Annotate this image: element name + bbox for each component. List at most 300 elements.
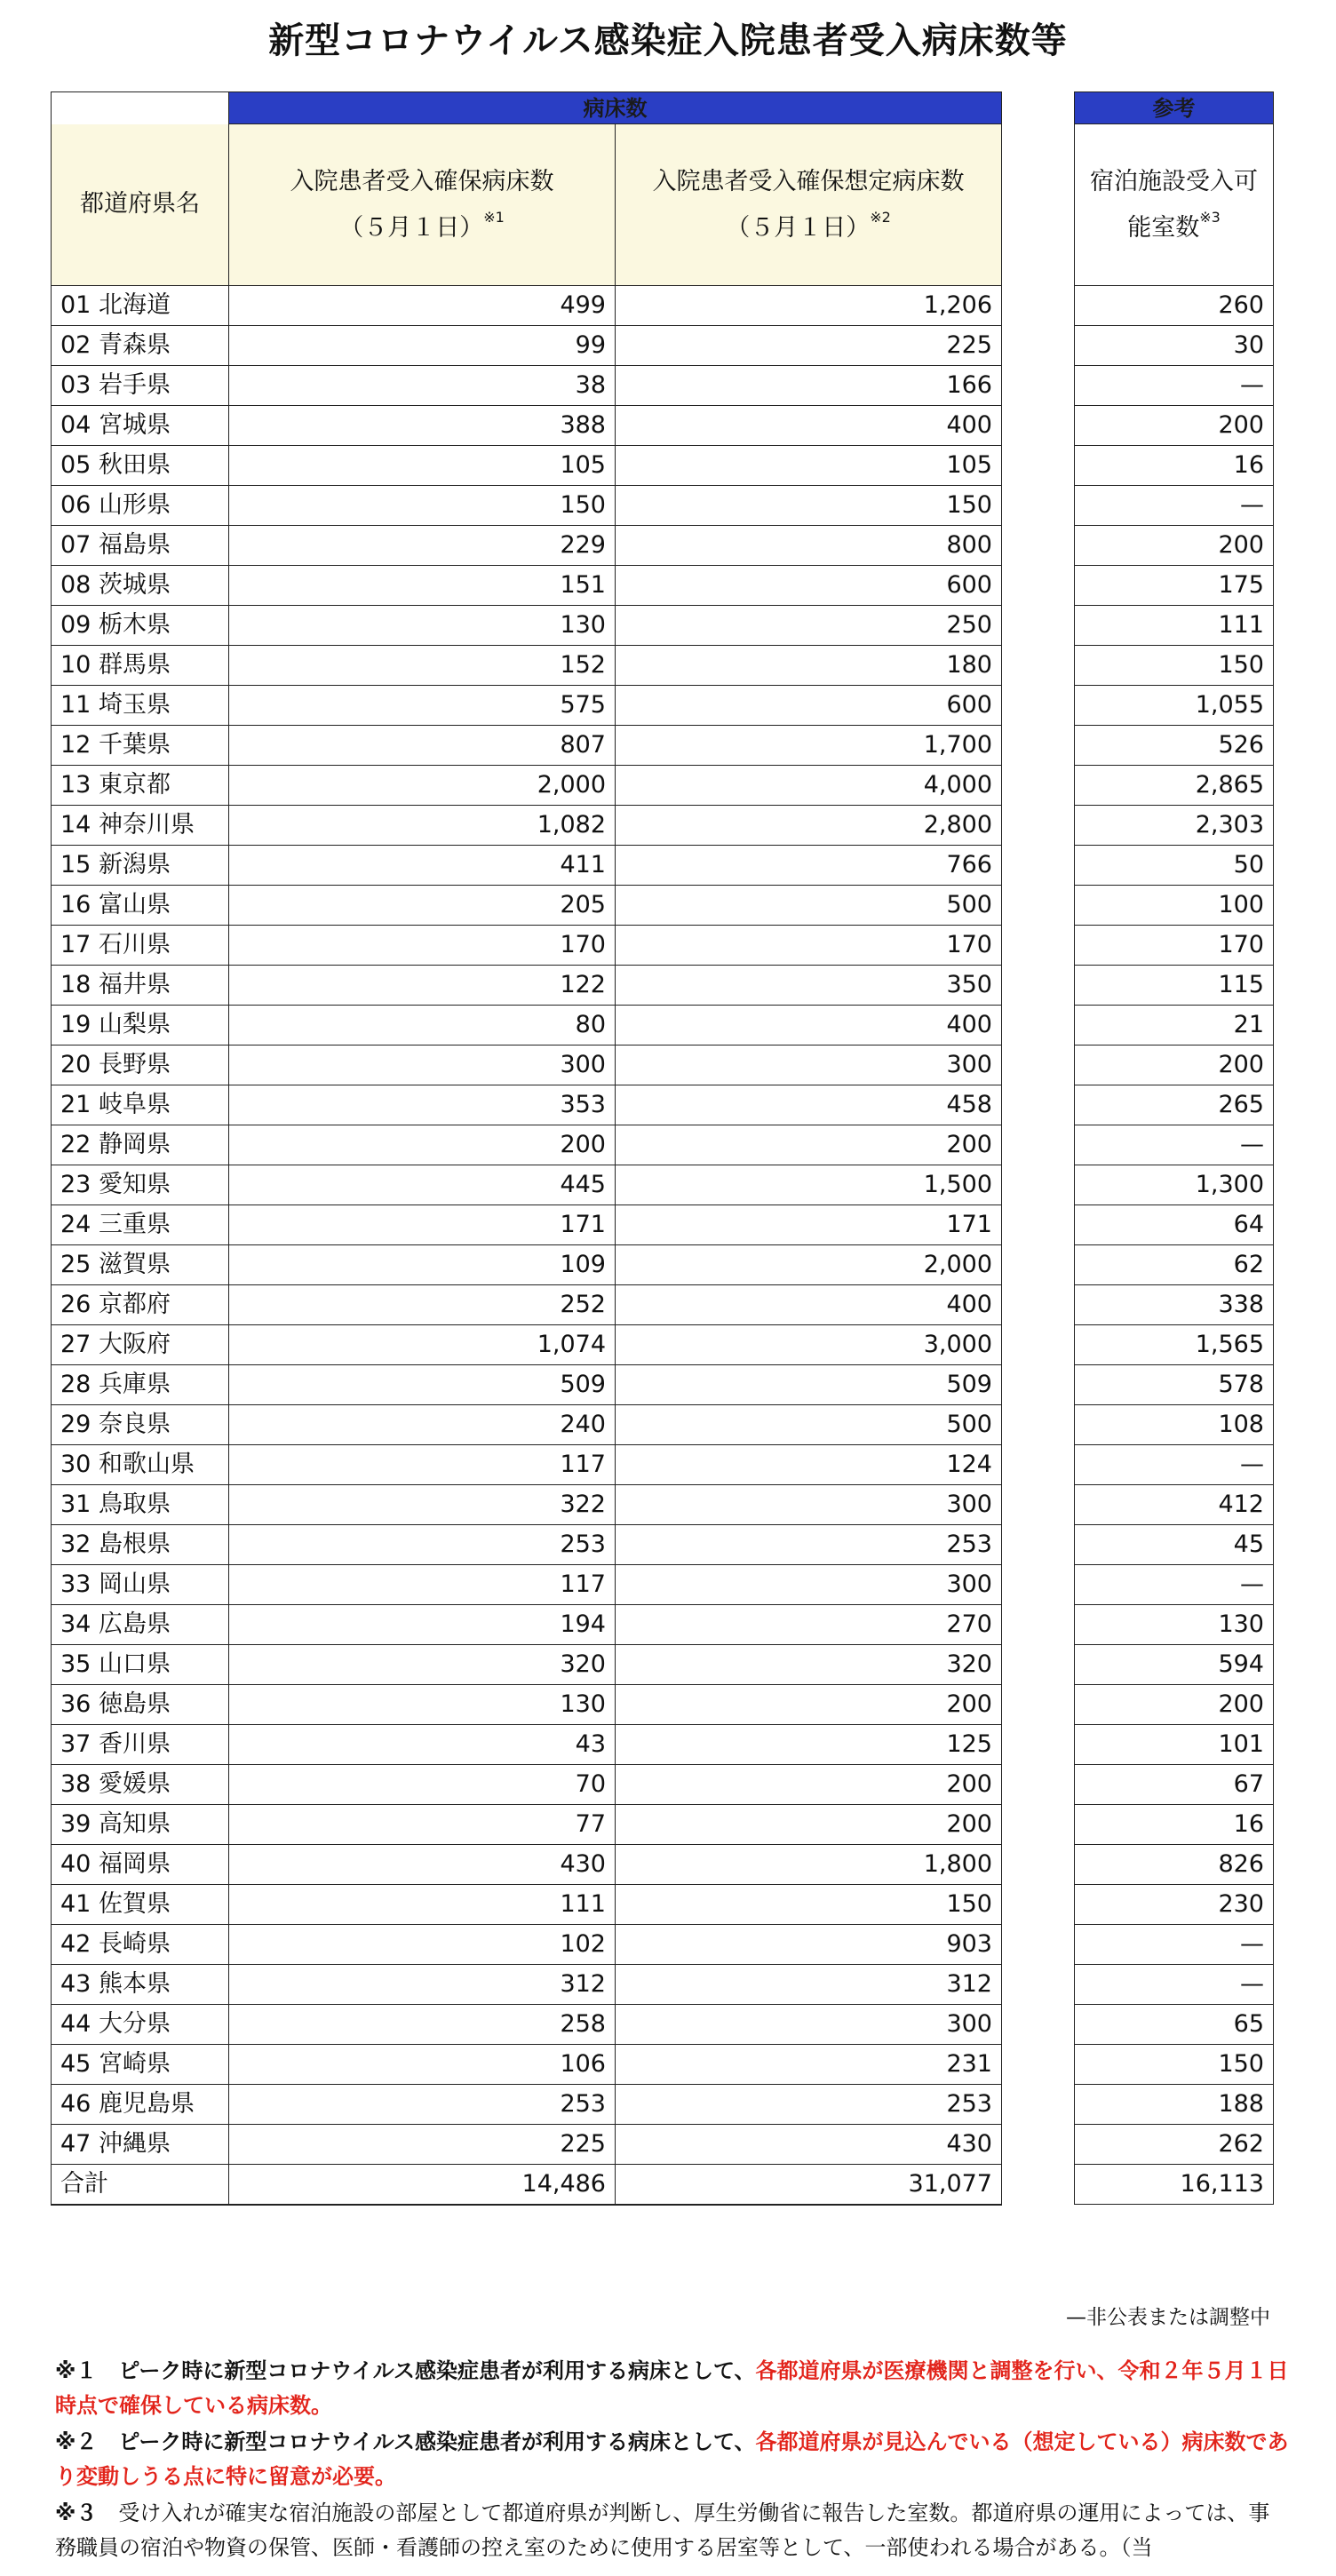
lodging-rooms-cell: 260 [1075, 286, 1274, 326]
lodging-rooms-cell: 111 [1075, 606, 1274, 646]
secured-beds-cell: 80 [229, 1006, 616, 1046]
lodging-row [1075, 726, 1274, 766]
prefecture-cell: 22 静岡県 [52, 1125, 229, 1165]
table-row [52, 766, 1002, 806]
legend-note: —非公表または調整中 [1066, 2306, 1270, 2329]
prefecture-cell: 47 沖縄県 [52, 2125, 229, 2165]
lodging-row [1075, 646, 1274, 686]
assumed-beds-cell: 350 [616, 966, 1002, 1006]
table-row [52, 966, 1002, 1006]
bed-count-table [51, 91, 1002, 2206]
header-lodging-line2: 能室数 [1127, 213, 1200, 242]
assumed-beds-cell: 600 [616, 686, 1002, 726]
table-row [52, 1445, 1002, 1485]
lodging-rooms-cell: 50 [1075, 846, 1274, 886]
secured-beds-cell: 807 [229, 726, 616, 766]
assumed-beds-cell: 500 [616, 1405, 1002, 1445]
header-secured-beds-line1: 入院患者受入確保病床数 [290, 167, 554, 195]
table-row [52, 1245, 1002, 1285]
prefecture-cell: 43 熊本県 [52, 1965, 229, 2005]
assumed-beds-cell: 766 [616, 846, 1002, 886]
table-row [52, 1925, 1002, 1965]
secured-beds-cell: 388 [229, 406, 616, 446]
table-row [52, 926, 1002, 966]
header-assumed-beds-line2: （５月１日） [726, 213, 871, 242]
secured-beds-cell: 106 [229, 2045, 616, 2085]
secured-beds-cell: 253 [229, 2085, 616, 2125]
secured-beds-cell: 150 [229, 486, 616, 526]
assumed-beds-cell: 1,206 [616, 286, 1002, 326]
secured-beds-cell: 105 [229, 446, 616, 486]
footnote-1-emphasis: 各都道府県が医療機関と調整を行い、令和２年５月１日時点で確保している病床数。 [55, 2358, 1289, 2418]
assumed-beds-cell: 170 [616, 926, 1002, 966]
lodging-rooms-cell: 1,300 [1075, 1165, 1274, 1205]
table-row [52, 1325, 1002, 1365]
secured-beds-cell: 411 [229, 846, 616, 886]
table-row [52, 1965, 1002, 2005]
lodging-rooms-cell: 2,303 [1075, 806, 1274, 846]
lodging-row [1075, 1805, 1274, 1845]
assumed-beds-cell: 903 [616, 1925, 1002, 1965]
secured-beds-cell: 499 [229, 286, 616, 326]
prefecture-cell: 10 群馬県 [52, 646, 229, 686]
secured-beds-cell: 1,082 [229, 806, 616, 846]
total-lodging-rooms-cell: 16,113 [1075, 2165, 1274, 2205]
lodging-row [1075, 1365, 1274, 1405]
table-row [52, 1605, 1002, 1645]
prefecture-cell: 03 岩手県 [52, 366, 229, 406]
table-row [52, 1205, 1002, 1245]
assumed-beds-cell: 1,800 [616, 1845, 1002, 1885]
prefecture-cell: 02 青森県 [52, 326, 229, 366]
lodging-rooms-cell: 1,565 [1075, 1325, 1274, 1365]
assumed-beds-cell: 225 [616, 326, 1002, 366]
secured-beds-cell: 252 [229, 1285, 616, 1325]
assumed-beds-cell: 200 [616, 1805, 1002, 1845]
table-row [52, 566, 1002, 606]
secured-beds-cell: 111 [229, 1885, 616, 1925]
lodging-row [1075, 686, 1274, 726]
lodging-row [1075, 806, 1274, 846]
assumed-beds-cell: 400 [616, 1006, 1002, 1046]
lodging-row [1075, 886, 1274, 926]
lodging-rooms-cell: — [1075, 1565, 1274, 1605]
assumed-beds-cell: 124 [616, 1445, 1002, 1485]
prefecture-cell: 36 徳島県 [52, 1685, 229, 1725]
secured-beds-cell: 258 [229, 2005, 616, 2045]
lodging-row [1075, 1285, 1274, 1325]
lodging-row [1075, 1205, 1274, 1245]
table-row [52, 1125, 1002, 1165]
lodging-row [1075, 1046, 1274, 1085]
lodging-rooms-cell: 262 [1075, 2125, 1274, 2165]
table-row [52, 1046, 1002, 1085]
assumed-beds-cell: 125 [616, 1725, 1002, 1765]
lodging-rooms-cell: — [1075, 1925, 1274, 1965]
assumed-beds-cell: 270 [616, 1605, 1002, 1645]
lodging-row [1075, 566, 1274, 606]
total-assumed-beds-cell: 31,077 [616, 2165, 1002, 2206]
assumed-beds-cell: 400 [616, 406, 1002, 446]
lodging-rooms-cell: 200 [1075, 526, 1274, 566]
lodging-row [1075, 366, 1274, 406]
lodging-row [1075, 1725, 1274, 1765]
secured-beds-cell: 229 [229, 526, 616, 566]
lodging-row [1075, 406, 1274, 446]
secured-beds-cell: 130 [229, 606, 616, 646]
assumed-beds-cell: 300 [616, 1485, 1002, 1525]
prefecture-cell: 20 長野県 [52, 1046, 229, 1085]
assumed-beds-cell: 171 [616, 1205, 1002, 1245]
lodging-rooms-cell: 30 [1075, 326, 1274, 366]
prefecture-cell: 07 福島県 [52, 526, 229, 566]
secured-beds-cell: 122 [229, 966, 616, 1006]
prefecture-cell: 14 神奈川県 [52, 806, 229, 846]
lodging-rooms-cell: 188 [1075, 2085, 1274, 2125]
lodging-rooms-cell: 578 [1075, 1365, 1274, 1405]
footnote-2 [55, 2425, 1290, 2494]
prefecture-cell: 35 山口県 [52, 1645, 229, 1685]
lodging-row [1075, 286, 1274, 326]
table-row [52, 2125, 1002, 2165]
assumed-beds-cell: 253 [616, 1525, 1002, 1565]
table-row [52, 1285, 1002, 1325]
lodging-rooms-cell: 200 [1075, 1685, 1274, 1725]
table-row [52, 1006, 1002, 1046]
lodging-row [1075, 1925, 1274, 1965]
prefecture-cell: 12 千葉県 [52, 726, 229, 766]
footnote-3 [55, 2496, 1290, 2565]
assumed-beds-cell: 509 [616, 1365, 1002, 1405]
lodging-row [1075, 606, 1274, 646]
table-row [52, 846, 1002, 886]
lodging-rooms-cell: 526 [1075, 726, 1274, 766]
prefecture-cell: 24 三重県 [52, 1205, 229, 1245]
footnote-2-mark: ※２ [55, 2429, 98, 2454]
table-row [52, 1365, 1002, 1405]
prefecture-cell: 09 栃木県 [52, 606, 229, 646]
prefecture-cell: 37 香川県 [52, 1725, 229, 1765]
lodging-table [1074, 91, 1274, 2205]
footnote-2-text: ピーク時に新型コロナウイルス感染症患者が利用する病床として、 [118, 2429, 756, 2454]
table-row [52, 486, 1002, 526]
lodging-row [1075, 926, 1274, 966]
secured-beds-cell: 102 [229, 1925, 616, 1965]
lodging-row [1075, 1765, 1274, 1805]
table-row [52, 366, 1002, 406]
lodging-rooms-cell: 175 [1075, 566, 1274, 606]
prefecture-cell: 28 兵庫県 [52, 1365, 229, 1405]
lodging-row [1075, 1006, 1274, 1046]
lodging-rooms-cell: — [1075, 486, 1274, 526]
prefecture-cell: 01 北海道 [52, 286, 229, 326]
assumed-beds-cell: 200 [616, 1685, 1002, 1725]
secured-beds-cell: 322 [229, 1485, 616, 1525]
lodging-row [1075, 1845, 1274, 1885]
assumed-beds-cell: 458 [616, 1085, 1002, 1125]
prefecture-cell: 46 鹿児島県 [52, 2085, 229, 2125]
page-title: 新型コロナウイルス感染症入院患者受入病床数等 [268, 20, 1068, 61]
assumed-beds-cell: 430 [616, 2125, 1002, 2165]
prefecture-cell: 21 岐阜県 [52, 1085, 229, 1125]
secured-beds-cell: 130 [229, 1685, 616, 1725]
assumed-beds-cell: 500 [616, 886, 1002, 926]
table-row [52, 406, 1002, 446]
footnote-mark-1: ※1 [483, 208, 505, 226]
table-row [52, 1725, 1002, 1765]
assumed-beds-cell: 300 [616, 1565, 1002, 1605]
prefecture-cell: 32 島根県 [52, 1525, 229, 1565]
assumed-beds-cell: 231 [616, 2045, 1002, 2085]
secured-beds-cell: 312 [229, 1965, 616, 2005]
footnote-mark-3: ※3 [1199, 208, 1221, 226]
table-row [52, 726, 1002, 766]
header-lodging-line1: 宿泊施設受入可 [1090, 167, 1258, 195]
lodging-row [1075, 1885, 1274, 1925]
lodging-rooms-cell: 21 [1075, 1006, 1274, 1046]
prefecture-cell: 06 山形県 [52, 486, 229, 526]
lodging-rooms-cell: 65 [1075, 2005, 1274, 2045]
table-row [52, 686, 1002, 726]
lodging-row [1075, 1405, 1274, 1445]
prefecture-cell: 41 佐賀県 [52, 1885, 229, 1925]
lodging-rooms-cell: 150 [1075, 646, 1274, 686]
prefecture-cell: 23 愛知県 [52, 1165, 229, 1205]
table-row [52, 326, 1002, 366]
lodging-row [1075, 1125, 1274, 1165]
lodging-row [1075, 1165, 1274, 1205]
footnote-mark-2: ※2 [870, 208, 891, 226]
secured-beds-cell: 152 [229, 646, 616, 686]
total-secured-beds-cell: 14,486 [229, 2165, 616, 2206]
lodging-rooms-cell: 62 [1075, 1245, 1274, 1285]
lodging-rooms-cell: — [1075, 1125, 1274, 1165]
lodging-rooms-cell: 16 [1075, 446, 1274, 486]
prefecture-cell: 08 茨城県 [52, 566, 229, 606]
lodging-row [1075, 446, 1274, 486]
prefecture-cell: 29 奈良県 [52, 1405, 229, 1445]
lodging-rooms-cell: 115 [1075, 966, 1274, 1006]
lodging-rooms-cell: 170 [1075, 926, 1274, 966]
assumed-beds-cell: 300 [616, 2005, 1002, 2045]
secured-beds-cell: 43 [229, 1725, 616, 1765]
secured-beds-cell: 300 [229, 1046, 616, 1085]
lodging-row [1075, 1445, 1274, 1485]
assumed-beds-cell: 200 [616, 1765, 1002, 1805]
lodging-row [1075, 486, 1274, 526]
assumed-beds-cell: 400 [616, 1285, 1002, 1325]
assumed-beds-cell: 4,000 [616, 766, 1002, 806]
footnote-3-text: 受け入れが確実な宿泊施設の部屋として都道府県が判断し、厚生労働省に報告した室数。都道府県の運用によっては、事務職員の宿泊や物資の保管、医師・看護師の控え室のために使用する居室等として、一部使われる場合がある。（当 [55, 2500, 1270, 2560]
lodging-rooms-cell: 100 [1075, 886, 1274, 926]
lodging-row [1075, 846, 1274, 886]
secured-beds-cell: 2,000 [229, 766, 616, 806]
prefecture-cell: 25 滋賀県 [52, 1245, 229, 1285]
prefecture-cell: 13 東京都 [52, 766, 229, 806]
assumed-beds-cell: 253 [616, 2085, 1002, 2125]
lodging-row [1075, 1605, 1274, 1645]
table-row [52, 1525, 1002, 1565]
lodging-rooms-cell: 200 [1075, 1046, 1274, 1085]
assumed-beds-cell: 105 [616, 446, 1002, 486]
lodging-rooms-cell: 826 [1075, 1845, 1274, 1885]
prefecture-cell: 39 高知県 [52, 1805, 229, 1845]
lodging-row [1075, 766, 1274, 806]
prefecture-cell: 19 山梨県 [52, 1006, 229, 1046]
secured-beds-cell: 151 [229, 566, 616, 606]
table-row [52, 1565, 1002, 1605]
secured-beds-cell: 117 [229, 1565, 616, 1605]
table-row [52, 2085, 1002, 2125]
footnotes [55, 2354, 1290, 2567]
total-prefecture-cell: 合計 [52, 2165, 229, 2206]
secured-beds-cell: 117 [229, 1445, 616, 1485]
lodging-row [1075, 1485, 1274, 1525]
secured-beds-cell: 575 [229, 686, 616, 726]
footnote-1-mark: ※１ [55, 2358, 98, 2383]
lodging-rooms-cell: 108 [1075, 1405, 1274, 1445]
lodging-rooms-cell: — [1075, 1965, 1274, 2005]
lodging-rooms-cell: 2,865 [1075, 766, 1274, 806]
table-row [52, 1485, 1002, 1525]
secured-beds-cell: 109 [229, 1245, 616, 1285]
lodging-rooms-cell: 45 [1075, 1525, 1274, 1565]
assumed-beds-cell: 3,000 [616, 1325, 1002, 1365]
prefecture-cell: 44 大分県 [52, 2005, 229, 2045]
header-lodging-rooms [1075, 124, 1274, 286]
lodging-rooms-cell: 16 [1075, 1805, 1274, 1845]
total-row [52, 2165, 1002, 2206]
secured-beds-cell: 200 [229, 1125, 616, 1165]
table-row [52, 1685, 1002, 1725]
header-assumed-beds [616, 124, 1002, 286]
lodging-row [1075, 1965, 1274, 2005]
table-row [52, 1805, 1002, 1845]
secured-beds-cell: 320 [229, 1645, 616, 1685]
prefecture-cell: 30 和歌山県 [52, 1445, 229, 1485]
lodging-rooms-cell: 265 [1075, 1085, 1274, 1125]
assumed-beds-cell: 1,700 [616, 726, 1002, 766]
prefecture-cell: 11 埼玉県 [52, 686, 229, 726]
lodging-row [1075, 326, 1274, 366]
lodging-row [1075, 2125, 1274, 2165]
assumed-beds-cell: 150 [616, 486, 1002, 526]
lodging-row [1075, 1685, 1274, 1725]
lodging-rooms-cell: 338 [1075, 1285, 1274, 1325]
prefecture-cell: 31 鳥取県 [52, 1485, 229, 1525]
prefecture-cell: 40 福岡県 [52, 1845, 229, 1885]
assumed-beds-cell: 1,500 [616, 1165, 1002, 1205]
secured-beds-cell: 99 [229, 326, 616, 366]
lodging-rooms-cell: — [1075, 366, 1274, 406]
prefecture-cell: 26 京都府 [52, 1285, 229, 1325]
lodging-rooms-cell: 594 [1075, 1645, 1274, 1685]
secured-beds-cell: 509 [229, 1365, 616, 1405]
prefecture-cell: 15 新潟県 [52, 846, 229, 886]
table-row [52, 646, 1002, 686]
table-row [52, 1845, 1002, 1885]
table-row [52, 526, 1002, 566]
secured-beds-cell: 205 [229, 886, 616, 926]
lodging-row [1075, 1085, 1274, 1125]
assumed-beds-cell: 2,800 [616, 806, 1002, 846]
band-beds: 病床数 [229, 92, 1002, 124]
lodging-row [1075, 1525, 1274, 1565]
assumed-beds-cell: 150 [616, 1885, 1002, 1925]
lodging-row [1075, 2005, 1274, 2045]
lodging-rooms-cell: 130 [1075, 1605, 1274, 1645]
table-row [52, 1645, 1002, 1685]
lodging-rooms-cell: 150 [1075, 2045, 1274, 2085]
secured-beds-cell: 240 [229, 1405, 616, 1445]
lodging-rooms-cell: 101 [1075, 1725, 1274, 1765]
assumed-beds-cell: 166 [616, 366, 1002, 406]
assumed-beds-cell: 2,000 [616, 1245, 1002, 1285]
lodging-rooms-cell: 200 [1075, 406, 1274, 446]
lodging-rooms-cell: — [1075, 1445, 1274, 1485]
table-row [52, 1085, 1002, 1125]
table-row [52, 806, 1002, 846]
prefecture-cell: 34 広島県 [52, 1605, 229, 1645]
lodging-row [1075, 1245, 1274, 1285]
assumed-beds-cell: 312 [616, 1965, 1002, 2005]
lodging-row [1075, 1565, 1274, 1605]
secured-beds-cell: 253 [229, 1525, 616, 1565]
lodging-rooms-cell: 1,055 [1075, 686, 1274, 726]
table-row [52, 1405, 1002, 1445]
table-row [52, 2045, 1002, 2085]
prefecture-cell: 17 石川県 [52, 926, 229, 966]
assumed-beds-cell: 180 [616, 646, 1002, 686]
lodging-row [1075, 1325, 1274, 1365]
table-row [52, 886, 1002, 926]
table-row [52, 1885, 1002, 1925]
assumed-beds-cell: 600 [616, 566, 1002, 606]
table-row [52, 2005, 1002, 2045]
secured-beds-cell: 170 [229, 926, 616, 966]
prefecture-cell: 16 富山県 [52, 886, 229, 926]
lodging-row [1075, 1645, 1274, 1685]
prefecture-cell: 38 愛媛県 [52, 1765, 229, 1805]
secured-beds-cell: 38 [229, 366, 616, 406]
secured-beds-cell: 430 [229, 1845, 616, 1885]
prefecture-cell: 04 宮城県 [52, 406, 229, 446]
assumed-beds-cell: 800 [616, 526, 1002, 566]
secured-beds-cell: 353 [229, 1085, 616, 1125]
lodging-rooms-cell: 64 [1075, 1205, 1274, 1245]
secured-beds-cell: 77 [229, 1805, 616, 1845]
lodging-row [1075, 526, 1274, 566]
lodging-total-row [1075, 2165, 1274, 2205]
lodging-rooms-cell: 230 [1075, 1885, 1274, 1925]
lodging-row [1075, 2085, 1274, 2125]
header-secured-beds-line2: （５月１日） [339, 213, 484, 242]
prefecture-cell: 18 福井県 [52, 966, 229, 1006]
footnote-2-emphasis: 各都道府県が見込んでいる（想定している）病床数であり変動しうる点に特に留意が必要。 [55, 2429, 1289, 2489]
prefecture-cell: 27 大阪府 [52, 1325, 229, 1365]
secured-beds-cell: 225 [229, 2125, 616, 2165]
assumed-beds-cell: 300 [616, 1046, 1002, 1085]
lodging-row [1075, 2045, 1274, 2085]
assumed-beds-cell: 320 [616, 1645, 1002, 1685]
table-row [52, 1765, 1002, 1805]
header-secured-beds [229, 124, 616, 286]
prefecture-cell: 42 長崎県 [52, 1925, 229, 1965]
footnote-1-text: ピーク時に新型コロナウイルス感染症患者が利用する病床として、 [118, 2358, 756, 2383]
header-assumed-beds-line1: 入院患者受入確保想定病床数 [652, 167, 965, 195]
lodging-row [1075, 966, 1274, 1006]
prefecture-cell: 45 宮崎県 [52, 2045, 229, 2085]
